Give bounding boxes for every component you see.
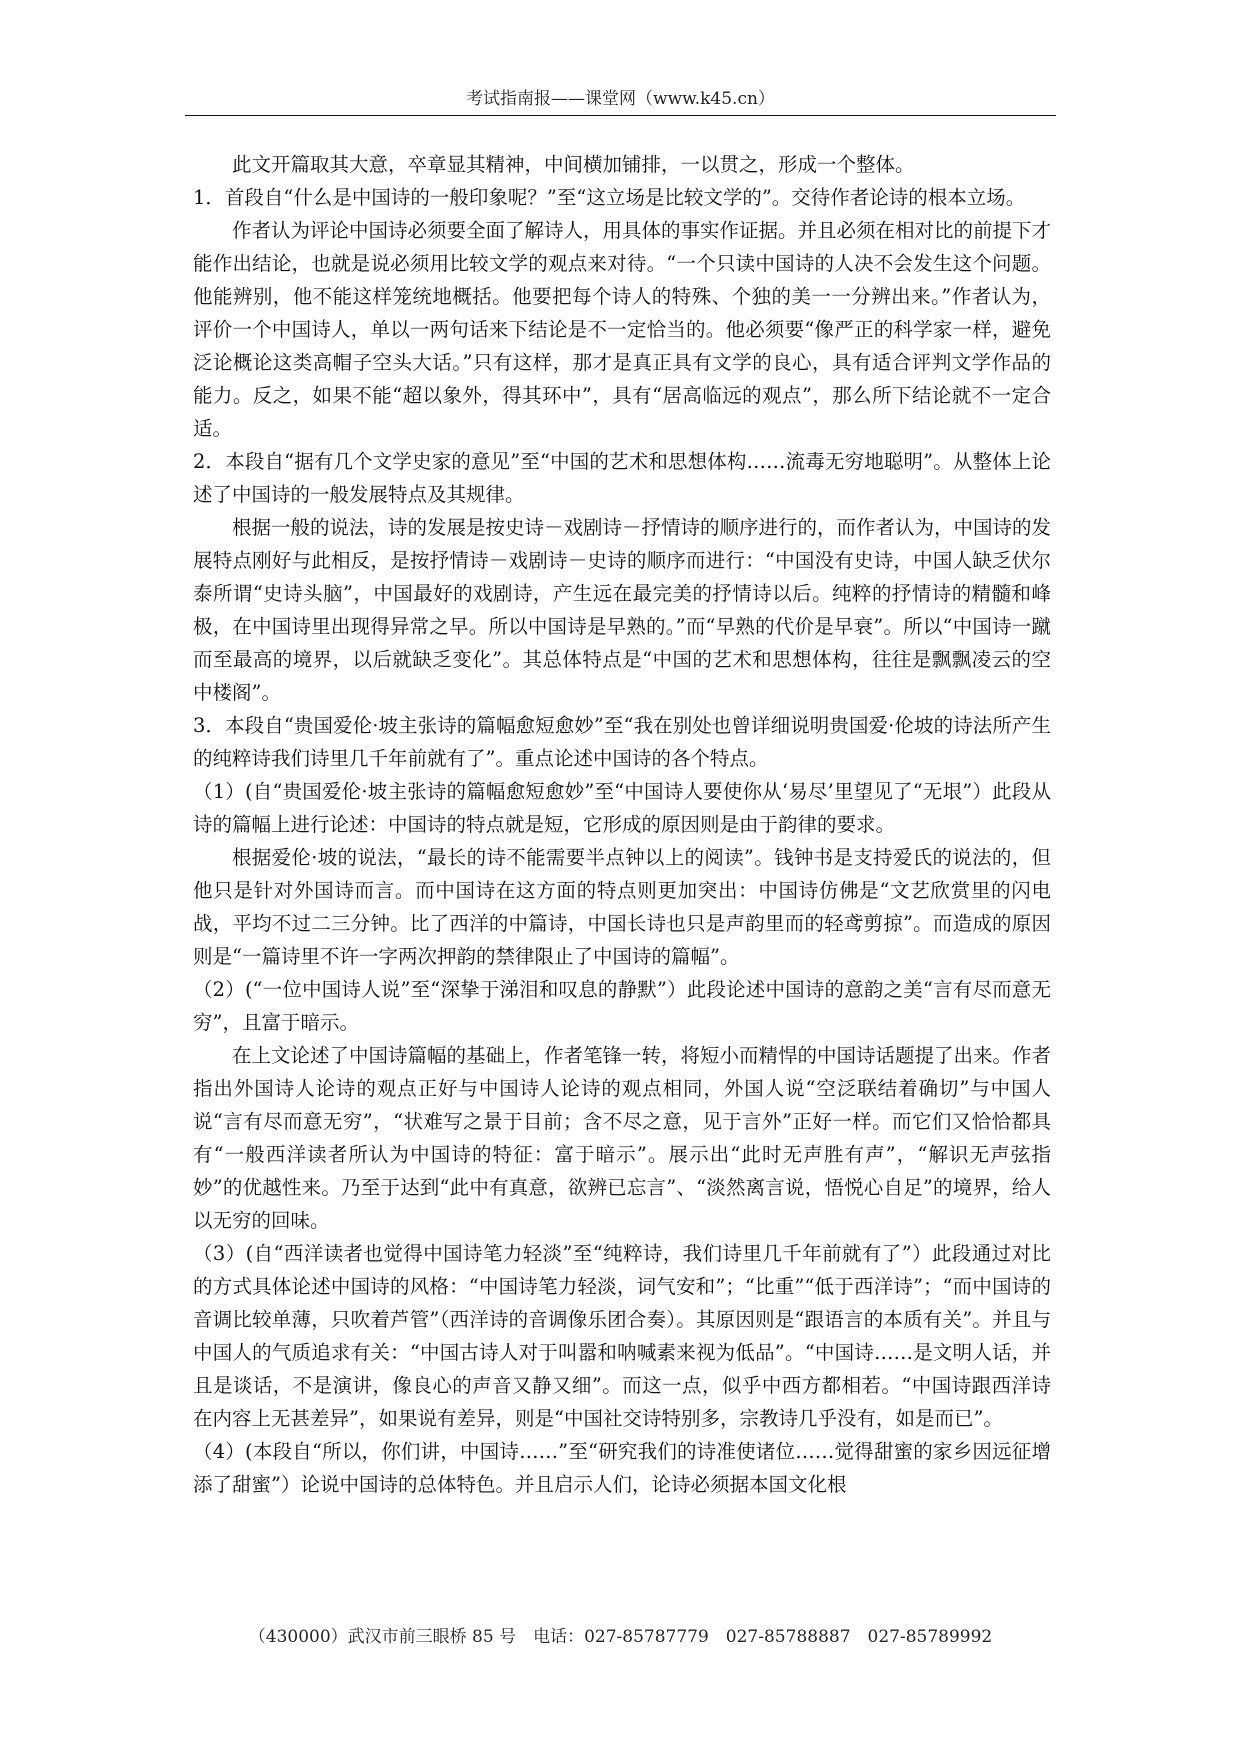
paragraph: （4）(本段自“所以，你们讲，中国诗……”至“研究我们的诗准使诸位……觉得甜蜜的家乡因远征增添了甜蜜”）论说中国诗的总体特色。并且启示人们，论诗必须据本国文化根 [193,1440,1051,1496]
paragraph: 作者认为评论中国诗必须要全面了解诗人，用具体的事实作证据。并且必须在相对比的前提下才能作出结论，也就是说必须用比较文学的观点来对待。“一个只读中国诗的人决不会发生这个问题。他能辨别，他不能这样笼统地概括。他要把每个诗人的特殊、个独的美一一分辨出来。”作者认为，评价一个中国诗人，单以一两句话来下结论是不一定恰当的。他必须要“像严正的科学家一样，避免泛论概论这类高帽子空头大话。”只有这样，那才是真正具有文学的良心，具有适合评判文学作品的能力。反之，如果不能“超以象外，得其环中”，具有“居高临远的观点”，那么所下结论就不一定合适。 [193,219,1052,440]
paragraph: （1）(自“贵国爱伦·坡主张诗的篇幅愈短愈妙”至“中国诗人要使你从‘易尽’里望见了“无垠”）此段从诗的篇幅上进行论述：中国诗的特点就是短，它形成的原因则是由于韵律的要求。 [193,780,1051,836]
paragraph: 3．本段自“贵国爱伦·坡主张诗的篇幅愈短愈妙”至“我在别处也曾详细说明贵国爱·伦坡的诗法所产生的纯粹诗我们诗里几千年前就有了”。重点论述中国诗的各个特点。 [193,714,1051,770]
header-divider [185,115,1056,116]
paragraph: 2．本段自“据有几个文学史家的意见”至“中国的艺术和思想体构……流毒无穷地聪明”。从整体上论述了中国诗的一般发展特点及其规律。 [193,450,1051,506]
page-footer: （430000）武汉市前三眼桥 85 号 电话：027-85787779 027-85788887 027-85789992 [248,1627,993,1647]
paragraph: 根据一般的说法，诗的发展是按史诗－戏剧诗－抒情诗的顺序进行的，而作者认为，中国诗的发展特点刚好与此相反，是按抒情诗－戏剧诗－史诗的顺序而进行：“中国没有史诗，中国人缺乏伏尔泰所谓“史诗头脑”，中国最好的戏剧诗，产生远在最完美的抒情诗以后。纯粹的抒情诗的精髓和峰极，在中国诗里出现得异常之早。所以中国诗是早熟的。”而“早熟的代价是早衰”。所以“中国诗一蹴而至最高的境界，以后就缺乏变化”。其总体特点是“中国的艺术和思想体构，往往是飘飘凌云的空中楼阁”。 [193,516,1052,704]
paragraph: 此文开篇取其大意，卒章显其精神，中间横加铺排，一以贯之，形成一个整体。 [232,153,915,176]
paragraph: 根据爱伦·坡的说法，“最长的诗不能需要半点钟以上的阅读”。钱钟书是支持爱氏的说法的，但他只是针对外国诗而言。而中国诗在这方面的特点则更加突出：中国诗仿佛是“文艺欣赏里的闪电战，平均不过二三分钟。比了西洋的中篇诗，中国长诗也只是声韵里而的轻鸢剪掠”。而造成的原因则是“一篇诗里不许一字两次押韵的禁律限止了中国诗的篇幅”。 [193,846,1051,968]
paragraph: 在上文论述了中国诗篇幅的基础上，作者笔锋一转，将短小而精悍的中国诗话题提了出来。作者指出外国诗人论诗的观点正好与中国诗人论诗的观点相同，外国人说“空泛联结着确切”与中国人说“言有尽而意无穷”，“状难写之景于目前；含不尽之意，见于言外”正好一样。而它们又恰恰都具有“一般西洋读者所认为中国诗的特征：富于暗示”。展示出“此时无声胜有声”，“解识无声弦指妙”的优越性来。乃至于达到“此中有真意，欲辨已忘言”、“淡然离言说，悟悦心自足”的境界，给人以无穷的回味。 [193,1044,1052,1232]
paragraph: （2）(“一位中国诗人说”至“深挚于涕泪和叹息的静默”）此段论述中国诗的意韵之美“言有尽而意无穷”，且富于暗示。 [193,978,1051,1034]
paragraph: 1．首段自“什么是中国诗的一般印象呢？”至“这立场是比较文学的”。交待作者论诗的根本立场。 [193,186,1026,209]
page-header: 考试指南报——课堂网（www.k45.cn） [466,89,775,109]
article-body [193,148,1051,1501]
paragraph: （3）(自“西洋读者也觉得中国诗笔力轻淡”至“纯粹诗，我们诗里几千年前就有了”）此段通过对比的方式具体论述中国诗的风格：“中国诗笔力轻淡，词气安和”；“比重”“低于西洋诗”；“而中国诗的音调比较单薄，只吹着芦管”（西洋诗的音调像乐团合奏）。其原因则是“跟语言的本质有关”。并且与中国人的气质追求有关：“中国古诗人对于叫嚣和呐喊素来视为低品”。“中国诗……是文明人话，并且是谈话，不是演讲，像良心的声音又静又细”。而这一点，似乎中西方都相若。“中国诗跟西洋诗在内容上无甚差异”，如果说有差异，则是“中国社交诗特别多，宗教诗几乎没有，如是而已”。 [193,1242,1051,1430]
